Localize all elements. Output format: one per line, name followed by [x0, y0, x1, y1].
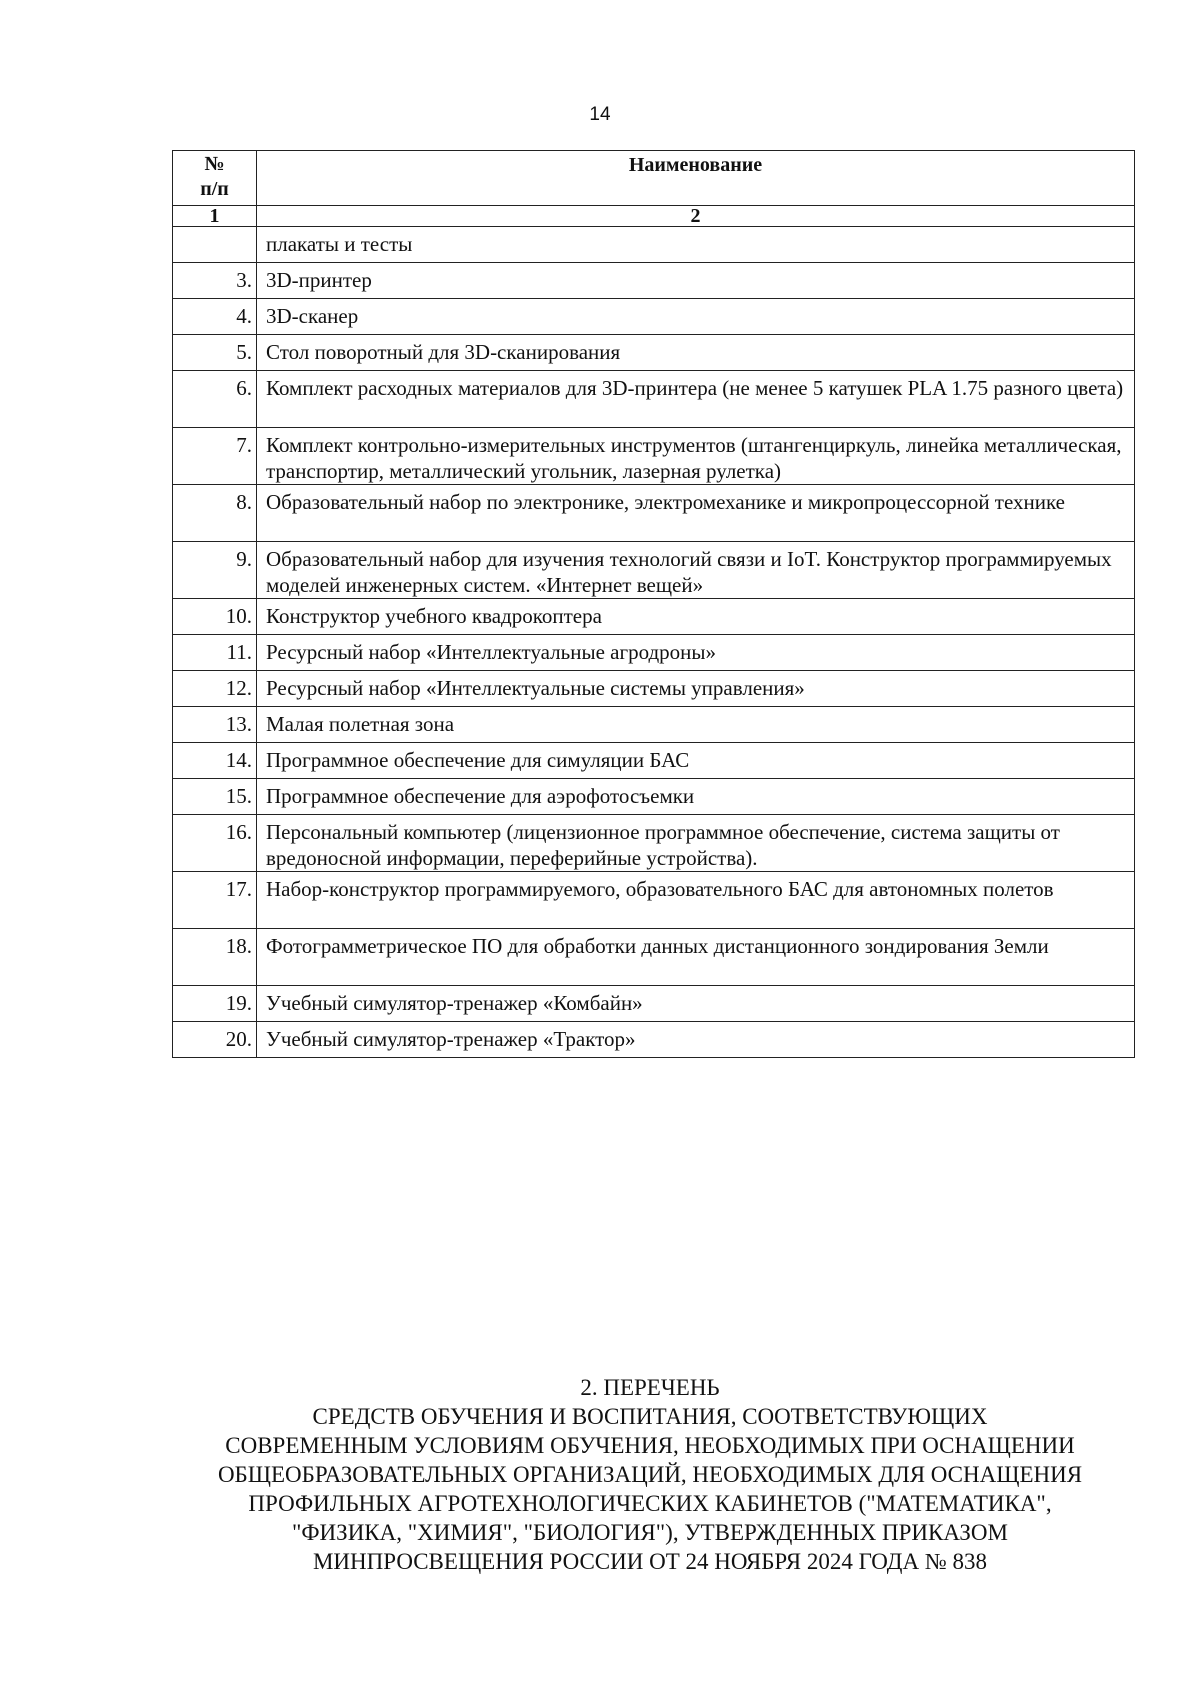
row-name: Образовательный набор для изучения технологий связи и IoT. Конструктор программируемых моделей инженерных систем. «Интернет вещей»: [257, 542, 1135, 599]
table-row: [173, 542, 1135, 599]
row-number: 19.: [173, 986, 257, 1022]
table-row: [173, 263, 1135, 299]
section-heading: [150, 1373, 1150, 1576]
row-name: 3D-принтер: [257, 263, 1135, 299]
table-row: [173, 743, 1135, 779]
row-name: плакаты и тесты: [257, 227, 1135, 263]
table-row: [173, 929, 1135, 986]
section-heading-line: 2. ПЕРЕЧЕНЬ: [580, 1375, 720, 1400]
row-name: Набор-конструктор программируемого, образовательного БАС для автономных полетов: [257, 872, 1135, 929]
row-name: Учебный симулятор-тренажер «Комбайн»: [257, 986, 1135, 1022]
row-number: 15.: [173, 779, 257, 815]
row-name: Стол поворотный для 3D-сканирования: [257, 335, 1135, 371]
row-name: Учебный симулятор-тренажер «Трактор»: [257, 1022, 1135, 1058]
row-number: 13.: [173, 707, 257, 743]
table-body: [173, 227, 1135, 1058]
row-number: 8.: [173, 485, 257, 542]
section-heading-line: МИНПРОСВЕЩЕНИЯ РОССИИ ОТ 24 НОЯБРЯ 2024 ГОДА № 838: [312, 1549, 988, 1574]
table-row: [173, 371, 1135, 428]
row-name: 3D-сканер: [257, 299, 1135, 335]
row-number: 20.: [173, 1022, 257, 1058]
header-number-abbrev: п/п: [200, 178, 229, 200]
column-number-row: [173, 206, 1135, 227]
section-heading-line: СОВРЕМЕННЫМ УСЛОВИЯМ ОБУЧЕНИЯ, НЕОБХОДИМЫХ ПРИ ОСНАЩЕНИИ: [225, 1433, 1075, 1458]
row-number: 16.: [173, 815, 257, 872]
table-row: [173, 335, 1135, 371]
row-number: 11.: [173, 635, 257, 671]
row-name: Программное обеспечение для симуляции БАС: [257, 743, 1135, 779]
column-number-2: 2: [257, 206, 1135, 227]
row-name: Образовательный набор по электронике, электромеханике и микропроцессорной технике: [257, 485, 1135, 542]
table-row: [173, 227, 1135, 263]
header-number-column: [173, 151, 257, 206]
table-row: [173, 671, 1135, 707]
row-number: 5.: [173, 335, 257, 371]
row-name: Конструктор учебного квадрокоптера: [257, 599, 1135, 635]
row-name: Комплект расходных материалов для 3D-принтера (не менее 5 катушек PLA 1.75 разного цвета): [257, 371, 1135, 428]
table-row: [173, 635, 1135, 671]
table-row: [173, 599, 1135, 635]
row-name: Персональный компьютер (лицензионное программное обеспечение, система защиты от вредоносной информации, переферийные устройства).: [257, 815, 1135, 872]
table-row: [173, 299, 1135, 335]
row-name: Ресурсный набор «Интеллектуальные системы управления»: [257, 671, 1135, 707]
column-number-1: 1: [173, 206, 257, 227]
row-name: Программное обеспечение для аэрофотосъемки: [257, 779, 1135, 815]
table-row: [173, 872, 1135, 929]
table-row: [173, 707, 1135, 743]
row-number: 10.: [173, 599, 257, 635]
table-row: [173, 779, 1135, 815]
row-name: Малая полетная зона: [257, 707, 1135, 743]
row-name: Комплект контрольно-измерительных инструментов (штангенциркуль, линейка металлическая, транспортир, металлический угольник, лазерная рулетка): [257, 428, 1135, 485]
row-number: 14.: [173, 743, 257, 779]
row-number: 18.: [173, 929, 257, 986]
equipment-table: [172, 150, 1135, 1058]
section-heading-line: ПРОФИЛЬНЫХ АГРОТЕХНОЛОГИЧЕСКИХ КАБИНЕТОВ ("МАТЕМАТИКА",: [248, 1491, 1052, 1516]
row-number: [173, 227, 257, 263]
row-number: 12.: [173, 671, 257, 707]
table-row: [173, 986, 1135, 1022]
section-heading-line: "ФИЗИКА, "ХИМИЯ", "БИОЛОГИЯ"), УТВЕРЖДЕННЫХ ПРИКАЗОМ: [292, 1520, 1008, 1545]
table-header-row: [173, 151, 1135, 206]
row-number: 17.: [173, 872, 257, 929]
table-row: [173, 428, 1135, 485]
row-number: 9.: [173, 542, 257, 599]
header-name-column: Наименование: [257, 151, 1135, 206]
row-name: Ресурсный набор «Интеллектуальные агродроны»: [257, 635, 1135, 671]
row-number: 4.: [173, 299, 257, 335]
table-row: [173, 485, 1135, 542]
section-heading-line: ОБЩЕОБРАЗОВАТЕЛЬНЫХ ОРГАНИЗАЦИЙ, НЕОБХОДИМЫХ ДЛЯ ОСНАЩЕНИЯ: [217, 1462, 1083, 1487]
header-number-symbol: №: [204, 153, 225, 175]
row-number: 3.: [173, 263, 257, 299]
row-number: 6.: [173, 371, 257, 428]
row-number: 7.: [173, 428, 257, 485]
page-number: 14: [589, 104, 611, 125]
table-row: [173, 815, 1135, 872]
section-heading-line: СРЕДСТВ ОБУЧЕНИЯ И ВОСПИТАНИЯ, СООТВЕТСТВУЮЩИХ: [312, 1404, 988, 1429]
row-name: Фотограмметрическое ПО для обработки данных дистанционного зондирования Земли: [257, 929, 1135, 986]
table-row: [173, 1022, 1135, 1058]
